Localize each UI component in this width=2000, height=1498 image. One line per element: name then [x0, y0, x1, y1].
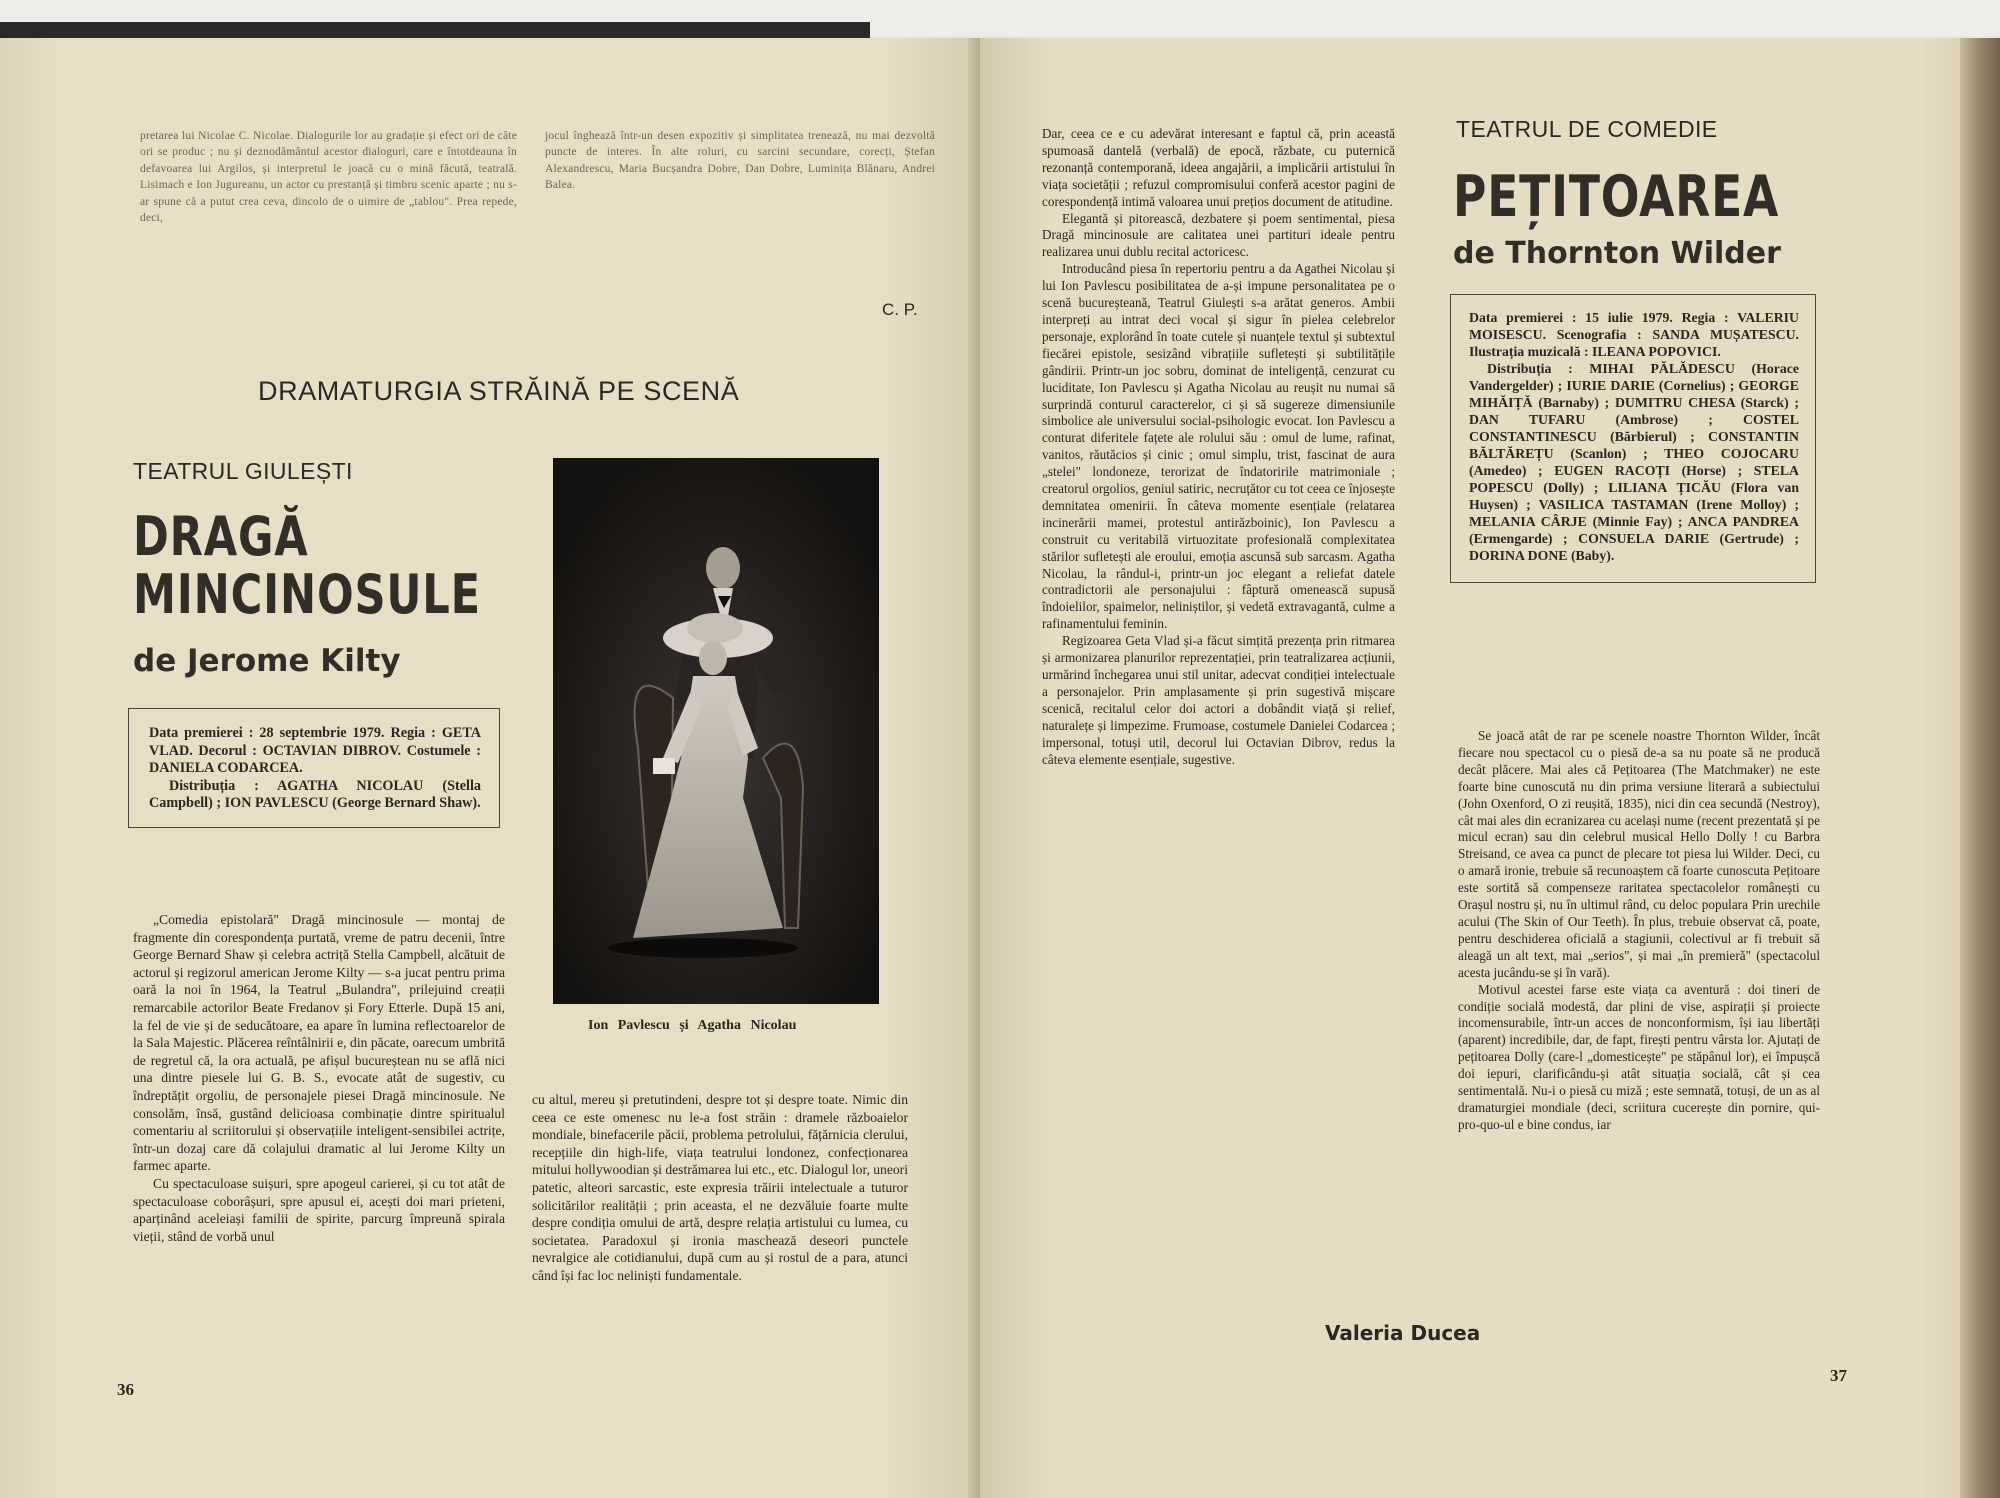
top-text-paragraph: pretarea lui Nicolae C. Nicolae. Dialogurile lor au gradație și efect ori de câte ori se produc ; nu și deznodământul acestor dialoguri, care e întotdeauna în defavoarea lui Argilos, și interpretul le joacă cu o mină făcută, teatrală. Lisimach e Ion Jugureanu, un actor cu prestanță și timbru scenic aparte ; nu s-ar spune că a putut crea ceva, dincolo de o uimire de „tablou". Prea repede, deci, [140, 130, 517, 225]
play-title: PEȚITOAREA [1453, 164, 1780, 230]
top-text-paragraph-2: jocul înghează într-un desen expozitiv și simplitatea trenează, nu mai dezvoltă puncte de interes. În alte roluri, cu sarcini secundare, corecți, Ștefan Alexandrescu, Maria Bucșandra Dobre, Dan Dobre, Luminița Blănaru, Andrei Balea. [545, 130, 935, 192]
top-text-col1 [140, 128, 517, 226]
theatre-name: TEATRUL GIULEȘTI [133, 458, 353, 484]
play-author: de Jerome Kilty [133, 643, 401, 679]
theatre-name: TEATRUL DE COMEDIE [1456, 116, 1718, 142]
article-col1 [1042, 126, 1395, 768]
article-paragraph: Dar, ceea ce e cu adevărat interesant e faptul că, prin această spumoasă dantelă (verbală) de epocă, răzbate, cu puternică rezonanță contemporană, ideea angajării, a implicării artistului în viața societății ; refuzul compromisului conferă acestor pagini de corespondență intimă valoarea unui prețios document de atitudine. [1042, 126, 1395, 209]
article-paragraph: Motivul acestei farse este viața ca aventură : doi tineri de condiție socială modestă, dar plini de vise, aspirații și proiecte incomensurabile, într-un acces de nonconformism, își iau libertăți (aparent) incredibile, dar, de fapt, firești pentru vârsta lor. Ajutați de pețitoarea Dolly (care-l „domesticește" pe stăpânul lor), ei împușcă doi iepuri, clarificându-și atât situația socială, cât și cea sentimentală. Nu-i o piesă cu miză ; este semnată, totuși, de un as al dramaturgiei mondiale (deci, scriitura cucerește din pornire, qui-pro-quo-ul e bine condus, iar [1458, 981, 1820, 1132]
cast-text: Distribuția : AGATHA NICOLAU (Stella Campbell) ; ION PAVLESCU (George Bernard Shaw). [149, 777, 481, 811]
article-col2 [1458, 728, 1820, 1134]
article-paragraph: Cu spectaculoase suișuri, spre apogeul carierei, și cu tot atât de spectaculoase coborâșuri, spre apusul ei, acești doi mari prieteni, aparținând aceleiași familii de spirite, parcurg împreună spirala vieții, stând de vorbă unul [133, 1175, 505, 1244]
left-page [0, 38, 980, 1498]
article-signature: Valeria Ducea [1325, 1321, 1481, 1345]
top-signature: C. P. [882, 300, 918, 319]
play-author: de Thornton Wilder [1453, 236, 1781, 271]
play-title-line1: DRAGĂ [133, 505, 309, 568]
section-title: DRAMATURGIA STRĂINĂ PE SCENĂ [258, 376, 740, 406]
top-text-col2 [545, 128, 935, 194]
play-title-line2: MINCINOSULE [133, 563, 481, 626]
credits-text: Data premierei : 15 iulie 1979. Regia : VALERIU MOISESCU. Scenografia : SANDA MUȘATESCU. Ilustrația muzicală : ILEANA POPOVICI. [1469, 310, 1799, 359]
page-number: 37 [1830, 1366, 1847, 1385]
article-paragraph: cu altul, mereu și pretutindeni, despre tot și despre toate. Nimic din ceea ce este omenesc nu le-a fost străin : dramele războaielor mondiale, binefacerile păcii, problema petrolului, fățărnicia clerului, recepțiile din high-life, viața teatrului londonez, confecționarea mitului hollywoodian și destrămarea lui etc., etc. Dialogul lor, uneori patetic, alteori sarcastic, este expresia trăirii intelectuale a tuturor solicitărilor realității ; prin aceasta, el ne dezvăluie foarte multe despre condiția omului de artă, despre relația artistului cu lumea, cu societatea. Paradoxul și ironia maschează deseori punctele nevralgice ale cotidianului, după cum au și rostul de a para, atunci când își fac loc neliniști fundamentale. [532, 1092, 908, 1283]
credits-box [1450, 294, 1816, 583]
article-paragraph: Se joacă atât de rar pe scenele noastre Thornton Wilder, încât fiecare nou spectacol cu o piesă de-a sa nu poate să ne producă decât plăcere. Mai ales că Pețitoarea (The Matchmaker) ne este foarte bine cunoscută nu din prima versiune literară a subiectului (John Oxenford, O zi reușită, 1835), nici din cea secundă (Nestroy), cât mai ales din ecranizarea cu același nume (recent prezentată și pe micul ecran) sau din celebrul musical Hello Dolly ! cu Barbra Streisand, ce avea ca punct de plecare tot piesa lui Wilder. Deci, cu o amară ironie, trebuie să recunoaștem că foarte cunoscuta Pețitoare este sortită să compenseze raritatea spectacolelor românești cu Orașul nostru și, nu în ultimul rând, cu deloc populara Prin urechile acului (The Skin of Our Teeth). În plus, trebuie observat că, poate, pentru deschiderea oficială a stagiunii, colectivul ar fi trebuit să aleagă un alt text, mai „serios", și mai „în premieră" (spectacolul acesta jucându-se și în vară). [1458, 728, 1820, 980]
book-page-edges [1960, 38, 2000, 1498]
credits-text: Data premierei : 28 septembrie 1979. Regia : GETA VLAD. Decorul : OCTAVIAN DIBROV. Costumele : DANIELA CODARCEA. [149, 725, 481, 776]
article-paragraph: Introducând piesa în repertoriu pentru a da Agathei Nicolau și lui Ion Pavlescu posibilitatea de a-și impune personalitatea pe o scenă bucureșteană, Teatrul Giulești s-a arătat generos. Ambii interpreți au intrat deci vocal și sigur în pielea celebrelor personaje, explorând în toate cutele și nuanțele textul și subtextul fiecărei epistole, sesizând vibrațiile sufletești și subtilitățile gândirii. Printr-un joc sobru, dominat de inteligență, cenzurat cu luciditate, Ion Pavlescu și Agatha Nicolau au reușit nu numai să surprindă conturul caracterelor, ci și să sugereze dimensiunile simbolice ale universului social-psihologic evocat. Ion Pavlescu a conturat diferitele fațete ale rolului său : omul de lume, rafinat, vanitos, răutăcios și cinic ; omul simplu, trist, fascinat de aura „stelei" londoneze, terorizat de îndatoririle matrimoniale ; creatorul orgolios, geniul satiric, necruțător cu tot ceea ce înjosește demnitatea omenirii. În câteva momente esențiale (relatarea incinerării mamei, protestul antirăzboinic), Ion Pavlescu a construit cu veritabilă virtuozitate profesională complexitatea stărilor sufletești ale eroului, emoția ascunsă sub sarcasm. Agatha Nicolau, la rândul-i, printr-un joc elegant a reliefat datele contradictorii ale personajului : fâptură omenească supusă îndoielilor, spaimelor, neliniștilor, și vedetă extravagantă, culme a rafinamentului feminin. [1042, 261, 1395, 632]
article-paragraph: Regizoarea Geta Vlad și-a făcut simțită prezența prin ritmarea și armonizarea planurilor reprezentației, prin teatralizarea acțiunii, urmărind închegarea unui stil unitar, adecvat condiției intelectuale a personajelor. Prin amplasamente și prin sugestivă mișcare scenică, recitalul celor doi actori a dobândit viață și relief, naturalețe și limpezime. Frumoase, costumele Danielei Codarcea ; impersonal, totuși util, decorul lui Octavian Dibrov, redus la câteva elemente esențiale, sugestive. [1042, 633, 1395, 767]
article-paragraph: „Comedia epistolară" Dragă mincinosule — montaj de fragmente din corespondența purtată, vreme de patru decenii, între George Bernard Shaw și celebra actriță Stella Campbell, alcătuit de actorul și regizorul american Jerome Kilty — s-a jucat pentru prima oară la noi în 1964, la Teatrul „Bulandra", prilejuind creații remarcabile actorilor Beate Fredanov și Fory Etterle. După 15 ani, la fel de vie și de seducătoare, ea apare în lumina reflectoarelor de la Sala Majestic. Plăcerea reîntâlnirii e, din păcate, oarecum umbrită de regretul că, la ora actuală, pe afișul bucureștean nu se află nici una dintre piesele lui G. B. S., evocate atât de sugestiv, cu îndreptățit orgoliu, de personajele piesei Dragă mincinosule. Ne consolăm, însă, gustând delicioasa combinație dintre spiritualul comentariu al scriitorului și observațiile inteligent-sensibilei actrițe, într-un dozaj care dă colajului dramatic al lui Jerome Kilty un farmec aparte. [133, 912, 505, 1174]
cast-text: Distribuția : MIHAI PĂLĂDESCU (Horace Vandergelder) ; IURIE DARIE (Cornelius) ; GEORGE MIHĂIȚĂ (Barnaby) ; DUMITRU CHESA (Starck) ; DAN TUFARU (Ambrose) ; COSTEL CONSTANTINESCU (Bărbierul) ; CONSTANTIN BĂLTĂREȚU (Scanlon) ; THEO COJOCARU (Amedeo) ; EUGEN RACOȚI (Horse) ; STELA POPESCU (Dolly) ; LILIANA ȚICĂU (Flora van Huysen) ; VASILICA TASTAMAN (Irene Molloy) ; MELANIA CÂRJE (Minnie Fay) ; ANCA PANDREA (Ermengarde) ; CONSUELA DARIE (Gertrude) ; DORINA DONE (Baby). [1469, 361, 1799, 563]
article-col2 [532, 1091, 908, 1285]
page-number: 36 [117, 1380, 134, 1399]
article-col1 [133, 911, 505, 1245]
article-paragraph: Elegantă și pitorească, dezbatere și poem sentimental, piesa Dragă mincinosule are calitatea unei partituri ideale pentru realizarea unui dublu recital actoricesc. [1042, 210, 1395, 260]
production-photo [553, 458, 879, 1004]
photo-caption: Ion Pavlescu și Agatha Nicolau [588, 1018, 797, 1033]
right-page [980, 38, 1980, 1498]
photo-illustration [553, 458, 879, 1004]
credits-box [128, 708, 500, 828]
